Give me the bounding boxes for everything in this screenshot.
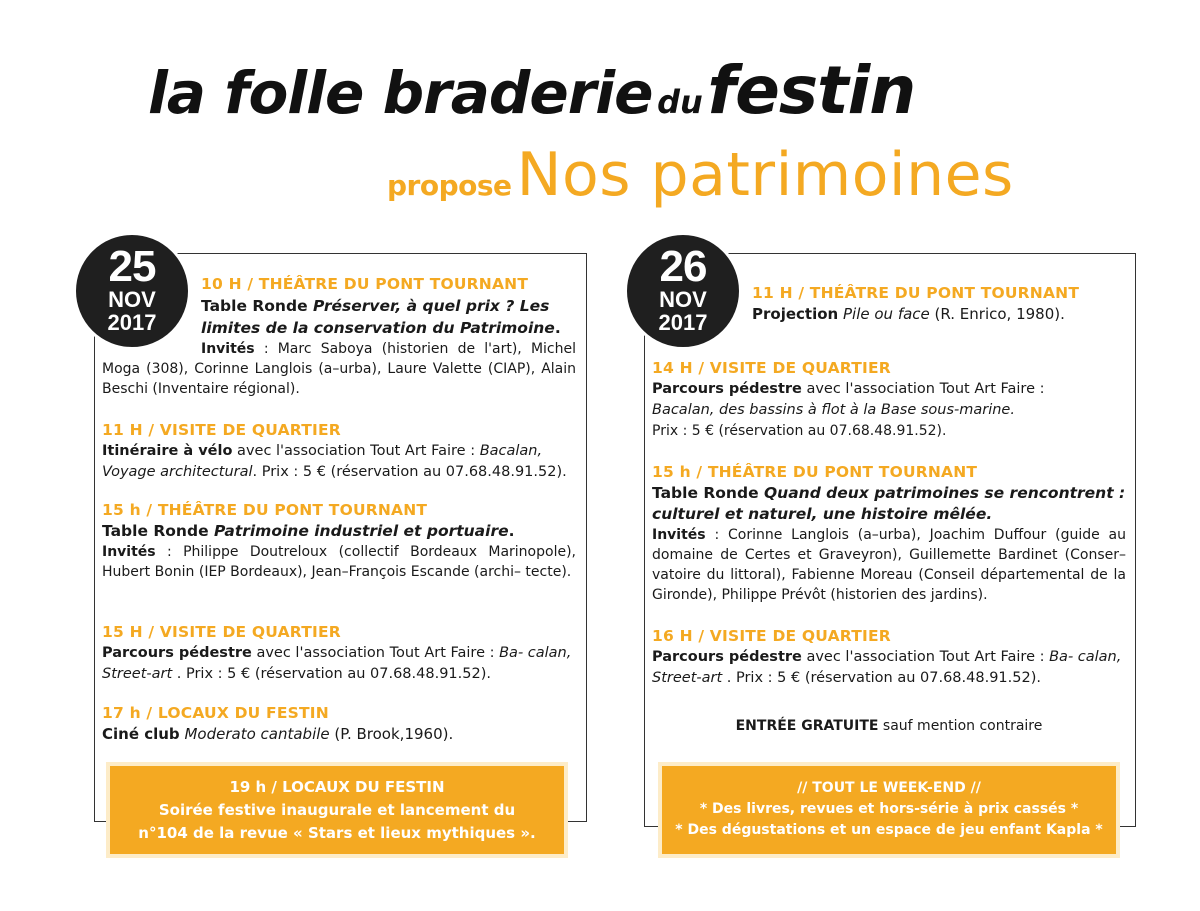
event-text: avec l'association Tout Art Faire : [232, 443, 480, 459]
event-title: Pile ou face [842, 305, 930, 323]
title-part-1: la folle braderie [148, 59, 653, 127]
event-title: Quand deux patrimoines se rencontrent : [763, 484, 1126, 502]
event-25-1 [102, 274, 576, 399]
event-text: (R. Enrico, 1980). [929, 305, 1065, 323]
badge-year: 2017 [658, 310, 708, 335]
box-line-1: 19 h / LOCAUX DU FESTIN [229, 778, 445, 796]
guests-list: : Philippe Doutreloux (collectif Bordeaux Marinopole), Hubert Bonin (IEP Bordeaux), Jean–François Escande (archi– tecte). [102, 544, 576, 580]
event-heading: 15 H / VISITE DE QUARTIER [102, 623, 341, 641]
event-type: Table Ronde [201, 297, 308, 315]
event-title: Ba- calan, Street-art [102, 645, 572, 682]
box-line-2: Soirée festive inaugurale et lancement du [158, 801, 516, 819]
event-text: avec l'association Tout Art Faire : [801, 381, 1045, 397]
free-entry-note [644, 718, 1134, 734]
weekend-box [662, 766, 1116, 854]
event-title-2: culturel et naturel, une histoire mêlée. [652, 505, 993, 523]
badge-day: 26 [659, 242, 707, 291]
event-price: . Prix : 5 € (réservation au 07.68.48.91.52). [252, 464, 567, 480]
event-26-4 [652, 626, 1126, 689]
guests-list: : Marc Saboya (historien de l'art), Michel Moga (308), Corinne Langlois (a–urba), Laure Valette (CIAP), Alain Beschi (Inventaire régional). [102, 341, 576, 397]
event-type: Itinéraire à vélo [102, 443, 233, 459]
event-type: Parcours pédestre [652, 381, 802, 397]
event-heading: 10 H / THÉÂTRE DU PONT TOURNANT [201, 275, 529, 293]
event-price: Prix : 5 € (réservation au 07.68.48.91.52). [652, 423, 947, 439]
free-entry-text: sauf mention contraire [878, 718, 1043, 734]
event-25-3 [102, 500, 576, 582]
guests-list: : Corinne Langlois (a–urba), Joachim Duffour (guide au domaine de Certes et Graveyron), Guillemette Bardinet (Conser– vatoire du littoral), Fabienne Moreau (Conseil départemental de la Gironde), Philippe Prévôt (historien des jardins). [652, 527, 1126, 603]
event-type: Table Ronde [102, 522, 209, 540]
opening-party-box [110, 766, 564, 854]
event-heading: 11 H / THÉÂTRE DU PONT TOURNANT [752, 284, 1080, 302]
title-part-3: festin [707, 52, 916, 129]
event-title: Patrimoine industriel et portuaire [213, 522, 509, 540]
event-title: Moderato cantabile [184, 725, 330, 743]
event-title: Bacalan, des bassins à flot à la Base sous-marine. [652, 402, 1015, 418]
poster-title [148, 52, 915, 129]
event-title-2: limites de la conservation du Patrimoine [201, 319, 555, 337]
event-price: . Prix : 5 € (réservation au 07.68.48.91.52). [172, 666, 491, 682]
poster-subtitle [387, 140, 1014, 210]
box-line-3: * Des dégustations et un espace de jeu enfant Kapla * [675, 822, 1103, 838]
event-26-2 [652, 358, 1122, 441]
badge-year: 2017 [107, 310, 157, 335]
subtitle-propose: propose [387, 169, 512, 202]
guests-label: Invités [201, 341, 255, 357]
event-25-4 [102, 622, 576, 685]
free-entry-bold: ENTRÉE GRATUITE [735, 718, 879, 734]
event-heading: 16 H / VISITE DE QUARTIER [652, 627, 891, 645]
subtitle-nos-patrimoines: Nos patrimoines [516, 140, 1014, 210]
event-heading: 17 h / LOCAUX DU FESTIN [102, 704, 329, 722]
event-type: Table Ronde [652, 484, 759, 502]
event-type: Projection [752, 305, 839, 323]
event-type: Parcours pédestre [652, 649, 802, 665]
punct: . [508, 522, 515, 540]
box-line-2: * Des livres, revues et hors-série à prix cassés * [699, 801, 1079, 817]
event-heading: 15 h / THÉÂTRE DU PONT TOURNANT [652, 463, 978, 481]
event-heading: 11 H / VISITE DE QUARTIER [102, 421, 341, 439]
event-text: avec l'association Tout Art Faire : [801, 649, 1050, 665]
guests-label: Invités [102, 544, 156, 560]
event-26-1 [752, 283, 1122, 325]
event-title: Ba- calan, Street-art [652, 649, 1122, 686]
event-title: Préserver, à quel prix ? Les [312, 297, 550, 315]
badge-month: NOV [108, 287, 156, 312]
date-badge-26 [624, 232, 742, 350]
badge-day: 25 [108, 242, 156, 291]
badge-month: NOV [659, 287, 707, 312]
event-title: Bacalan, Voyage architectural [102, 443, 543, 480]
box-line-1: // TOUT LE WEEK-END // [797, 780, 981, 796]
event-25-5 [102, 703, 576, 745]
event-text: (P. Brook,1960). [329, 725, 454, 743]
event-heading: 15 h / THÉÂTRE DU PONT TOURNANT [102, 501, 428, 519]
guests-label: Invités [652, 527, 706, 543]
event-type: Parcours pédestre [102, 645, 252, 661]
event-25-2 [102, 420, 576, 483]
title-part-2: du [657, 83, 703, 121]
event-price: . Prix : 5 € (réservation au 07.68.48.91.52). [722, 670, 1041, 686]
event-type: Ciné club [102, 725, 180, 743]
box-line-3: n°104 de la revue « Stars et lieux mythiques ». [138, 824, 536, 842]
event-text: avec l'association Tout Art Faire : [251, 645, 500, 661]
punct: . [554, 319, 561, 337]
event-26-3 [652, 462, 1126, 605]
event-heading: 14 H / VISITE DE QUARTIER [652, 359, 891, 377]
